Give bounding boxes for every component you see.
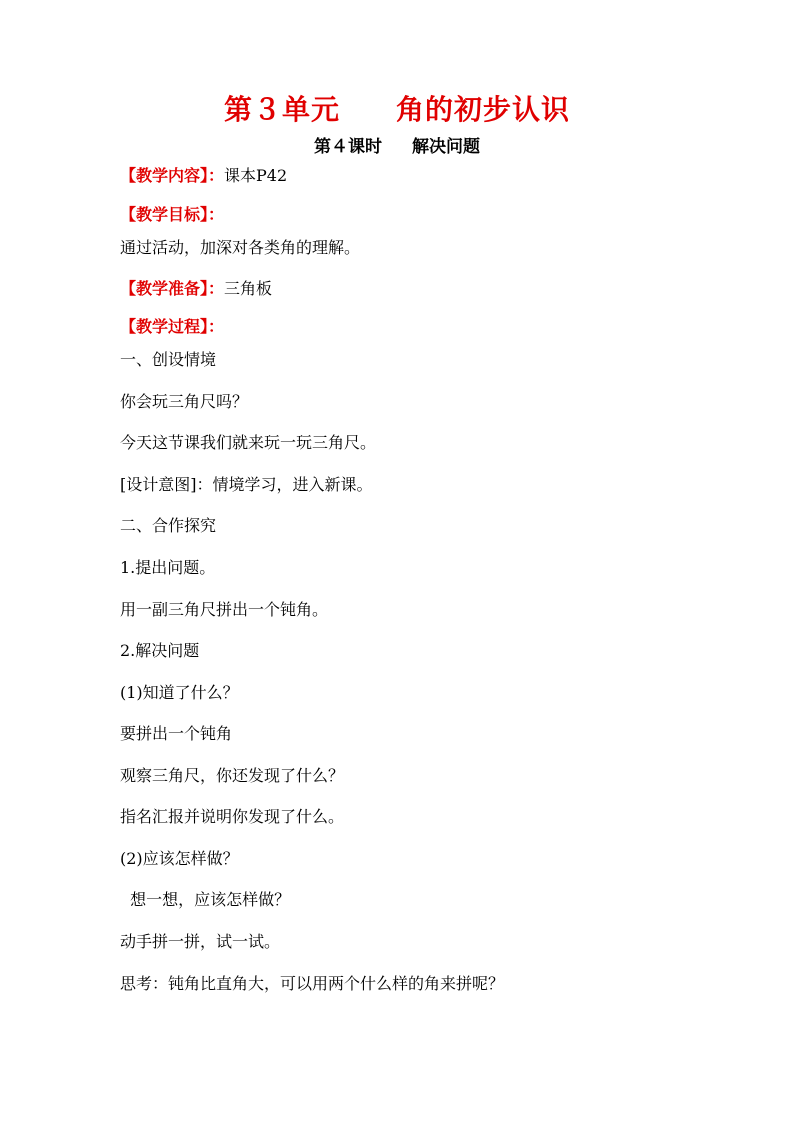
section-value: 三角板 bbox=[224, 279, 273, 298]
body-paragraph: 想一想，应该怎样做？ bbox=[120, 890, 291, 909]
body-paragraph: [设计意图]：情境学习，进入新课。 bbox=[120, 475, 373, 494]
page-title bbox=[0, 88, 794, 128]
body-paragraph: 二、合作探究 bbox=[120, 516, 217, 535]
lesson-subtitle bbox=[0, 132, 794, 157]
body-paragraph: 思考：钝角比直角大，可以用两个什么样的角来拼呢？ bbox=[120, 974, 505, 993]
body-paragraph: (1)知道了什么？ bbox=[120, 683, 239, 702]
body-paragraph: 用一副三角尺拼出一个钝角。 bbox=[120, 600, 329, 619]
body-paragraph: 你会玩三角尺吗？ bbox=[120, 392, 249, 411]
body-paragraph: 观察三角尺，你还发现了什么？ bbox=[120, 766, 345, 785]
body-paragraph: 动手拼一拼，试一试。 bbox=[120, 932, 281, 951]
section-content bbox=[120, 166, 287, 186]
section-goal bbox=[120, 205, 224, 225]
lesson-number: 第４课时 bbox=[314, 137, 382, 157]
body-paragraph: (2)应该怎样做？ bbox=[120, 849, 239, 868]
unit-label: 第３单元 bbox=[223, 93, 340, 126]
body-paragraph: 今天这节课我们就来玩一玩三角尺。 bbox=[120, 433, 377, 452]
body-paragraph: 2.解决问题 bbox=[120, 641, 200, 660]
section-label: 【教学目标】： bbox=[120, 205, 225, 224]
body-paragraph: 指名汇报并说明你发现了什么。 bbox=[120, 807, 345, 826]
body-paragraph: 要拼出一个钝角 bbox=[120, 724, 233, 743]
unit-topic: 角的初步认识 bbox=[396, 93, 571, 126]
goal-text: 通过活动，加深对各类角的理解。 bbox=[120, 238, 361, 257]
section-label: 【教学过程】： bbox=[120, 317, 225, 336]
section-label: 【教学准备】： bbox=[120, 279, 225, 298]
lesson-topic: 解决问题 bbox=[412, 137, 480, 157]
section-value: 课本P42 bbox=[224, 166, 288, 185]
section-process bbox=[120, 317, 224, 337]
body-paragraph: 1.提出问题。 bbox=[120, 558, 216, 577]
body-paragraph: 一、创设情境 bbox=[120, 350, 217, 369]
section-label: 【教学内容】： bbox=[120, 166, 225, 185]
section-prep bbox=[120, 279, 272, 299]
